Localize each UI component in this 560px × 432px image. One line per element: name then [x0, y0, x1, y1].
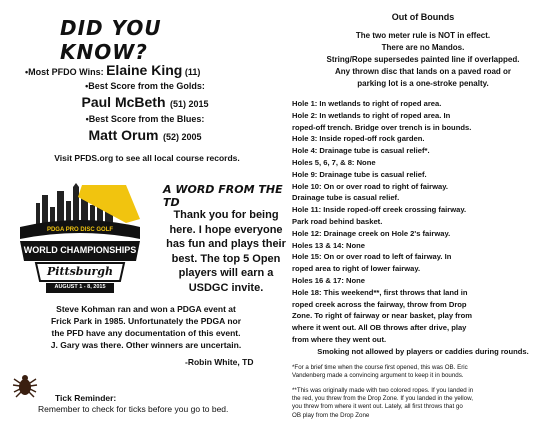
hole-rule: from where they went out.: [292, 334, 387, 344]
story-line: J. Gary was there. Other winners are uncertain.: [50, 340, 242, 350]
td-line: Thank you for being: [173, 209, 279, 221]
oob-general-rules: [292, 30, 554, 90]
hole-rule: Hole 1: In wetlands to right of roped area.: [292, 99, 442, 108]
hole-rule: Hole 10: On or over road to right of fairway.: [292, 181, 448, 191]
blues-name: Matt Orum: [88, 127, 159, 143]
hole-rule: Hole 2: In wetlands to right of roped area. In: [292, 110, 451, 120]
hole-rule: Hole 15: On or over road to left of fairway. In: [292, 252, 452, 262]
td-line: players will earn a: [178, 267, 274, 279]
hole-rule: roped area to right of lower fairway.: [292, 264, 421, 274]
hole-rule: Hole 4: Drainage tube is casual relief*.: [292, 146, 430, 156]
golds-record: [30, 94, 260, 112]
hole-rule: roped-off trench. Bridge over trench is in bounds.: [292, 122, 472, 132]
rule-line: parking lot is a one-stroke penalty.: [357, 79, 489, 88]
footnote-casual-relief: [292, 364, 554, 380]
most-wins-count: (11): [184, 67, 201, 77]
hole-rule: Park road behind basket.: [292, 216, 383, 226]
logo-line4: AUGUST 1 - 8, 2015: [54, 284, 106, 290]
story-line: Steve Kohman ran and won a PDGA event at: [56, 304, 236, 314]
story-line: Frick Park in 1985. Unfortunately the PDGA nor: [50, 316, 242, 326]
blues-detail: (52) 2005: [162, 132, 202, 142]
hole-rule: Hole 3: Inside roped-off rock garden.: [292, 134, 425, 144]
td-line: USDGC invite.: [188, 281, 264, 294]
td-line: best. The top 5 Open: [171, 252, 281, 265]
footnote-line: you threw from where it went out. Lately, all first throws that go: [292, 403, 463, 411]
footnote-line: OB play from the Drop Zone: [292, 411, 370, 419]
td-line: has fun and plays their: [166, 238, 286, 250]
golds-detail: (51) 2015: [169, 99, 209, 109]
oob-title: Out of Bounds: [391, 12, 455, 22]
rule-line: There are no Mandos.: [381, 43, 465, 52]
footnote-line: **This was originally made with two colored ropes. If you landed in: [292, 387, 474, 394]
logo-line2: WORLD CHAMPIONSHIPS: [23, 245, 137, 255]
tick-reminder-text: Remember to check for ticks before you go to bed.: [38, 404, 229, 414]
td-line: here. I hope everyone: [169, 223, 283, 236]
rule-line: The two meter rule is NOT in effect.: [355, 31, 491, 40]
hole-rule: Hole 11: Inside roped-off creek crossing fairway.: [292, 205, 467, 215]
story-line: the PFD have any documentation of this event.: [51, 328, 241, 338]
td-signature: -Robin White, TD: [185, 357, 254, 367]
golds-label: •Best Score from the Golds:: [85, 81, 205, 91]
history-story: [16, 303, 276, 351]
logo-line3: Pittsburgh: [47, 265, 113, 278]
hole-rule: Drainage tube is casual relief.: [292, 193, 400, 203]
hole-rules-list: [292, 98, 554, 346]
hole-rule: Hole 12: Drainage creek on Hole 2's fairway.: [292, 228, 451, 238]
hole-rule: Holes 16 & 17: None: [292, 275, 366, 285]
did-you-know-title: DID YOU KNOW?: [60, 16, 162, 64]
rule-line: String/Rope supersedes painted line if overlapped.: [326, 55, 520, 64]
footnote-line: *For a brief time when the course first opened, this was OB. Eric: [292, 364, 468, 371]
hole-rule: where it went out. All OB throws after drive, play: [292, 323, 467, 333]
world-championships-logo: [16, 183, 144, 301]
tick-reminder-title: Tick Reminder:: [55, 393, 117, 403]
blues-label: •Best Score from the Blues:: [85, 114, 205, 124]
smoking-note: Smoking not allowed by players or caddies during rounds.: [317, 347, 529, 356]
footnote-drop-zone: [292, 387, 554, 420]
golds-name: Paul McBeth: [81, 94, 166, 110]
visit-note: Visit PFDS.org to see all local course records.: [54, 153, 240, 163]
logo-line1: PDGA PRO DISC GOLF: [46, 227, 114, 233]
tick-icon: [12, 372, 38, 400]
most-wins-name: Elaine King: [106, 62, 183, 78]
blues-record: [30, 127, 260, 145]
hole-rule: Hole 9: Drainage tube is casual relief.: [292, 169, 427, 179]
most-wins-stat: [25, 62, 265, 78]
footnote-line: Vandenberg made a convincing argument to keep it in bounds.: [292, 372, 464, 380]
hole-rule: Zone. To right of fairway or near basket, play from: [292, 311, 473, 321]
footnote-line: the red, you threw from the Drop Zone. If you landed in the yellow,: [292, 395, 473, 403]
td-section-title: A WORD FROM THE TD: [163, 183, 283, 209]
hole-rule: roped creek across the fairway, throw from Drop: [292, 299, 467, 309]
hole-rule: Holes 13 & 14: None: [292, 240, 366, 250]
hole-rule: Holes 5, 6, 7, & 8: None: [292, 157, 376, 167]
hole-rule: Hole 18: This weekend**, first throws that land in: [292, 287, 468, 297]
most-wins-label: •Most PFDO Wins:: [25, 67, 104, 77]
td-message: [160, 208, 292, 295]
rule-line: Any thrown disc that lands on a paved road or: [334, 67, 512, 76]
